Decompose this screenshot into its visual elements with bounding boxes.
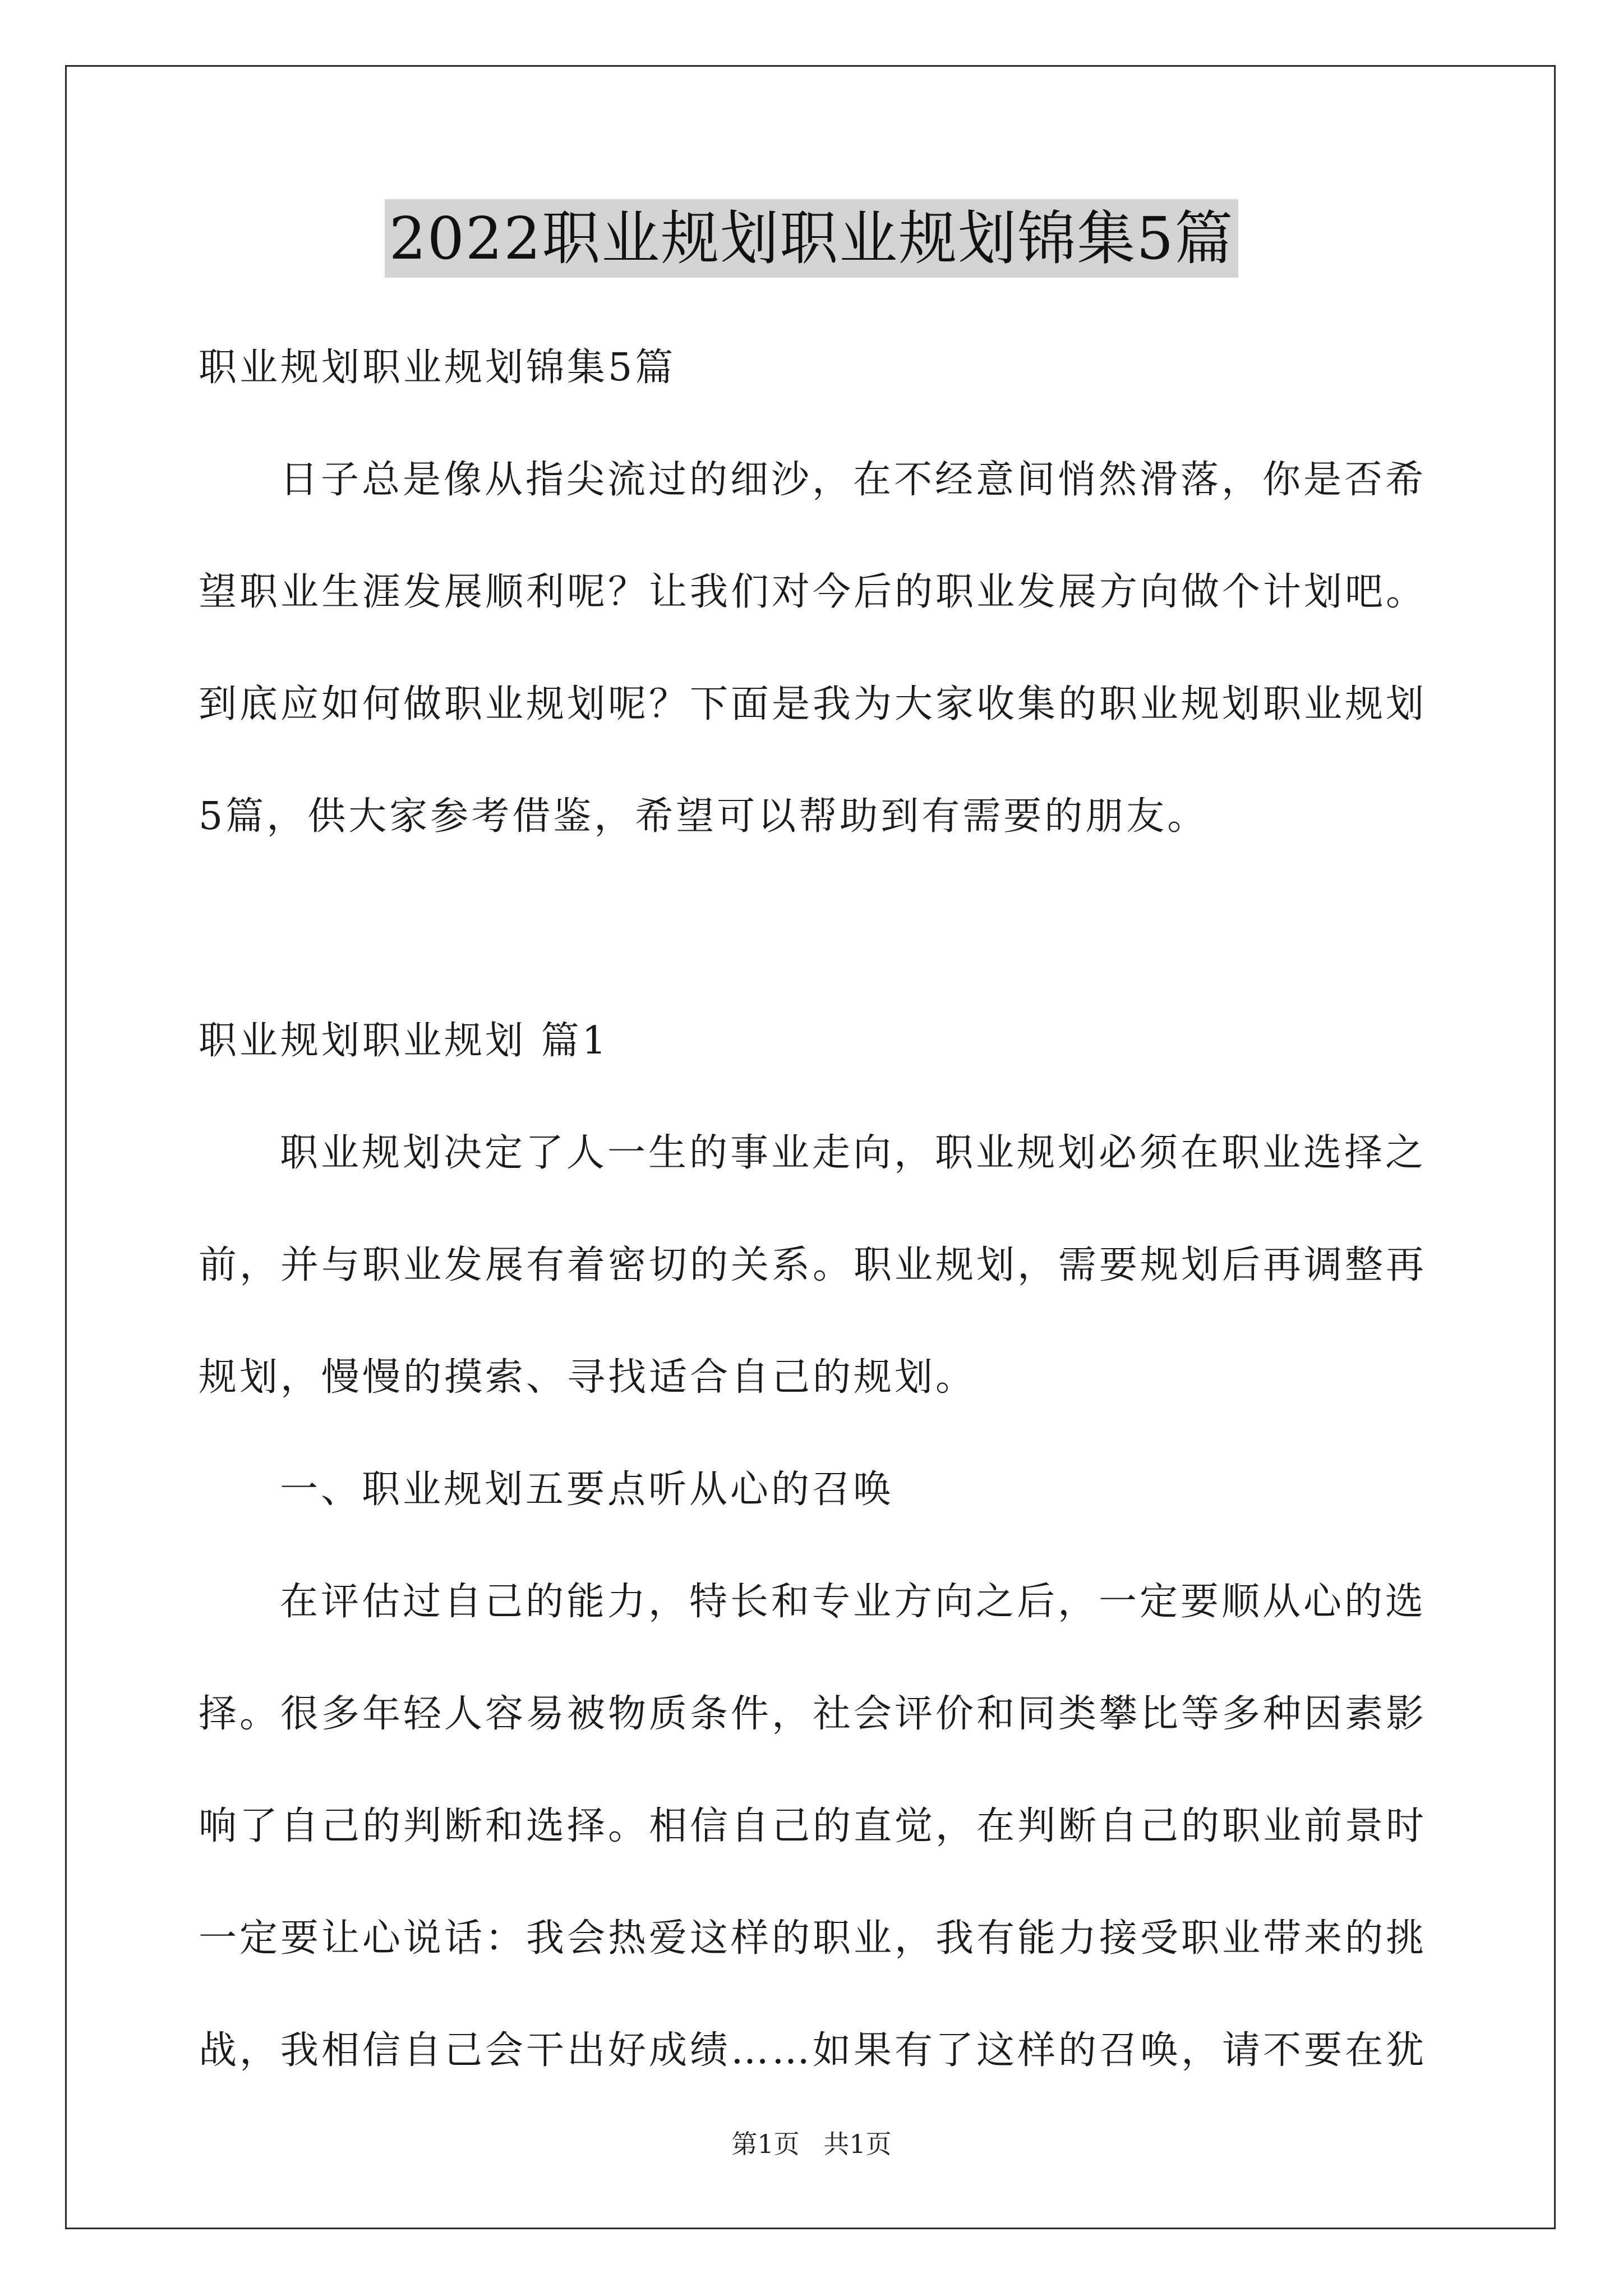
paragraph-line: 在评估过自己的能力，特长和专业方向之后，一定要顺从心的选	[280, 1580, 1427, 1624]
paragraph-line: 规划，慢慢的摸索、寻找适合自己的规划。	[199, 1355, 977, 1400]
paragraph-line: 一定要让心说话：我会热爱这样的职业，我有能力接受职业带来的挑	[199, 1916, 1427, 1961]
document-subtitle: 职业规划职业规划锦集5篇	[199, 346, 676, 390]
paragraph-gap	[199, 873, 1427, 985]
paragraph-line: 职业规划决定了人一生的事业走向，职业规划必须在职业选择之	[280, 1131, 1427, 1175]
paragraph-line: 战，我相信自己会干出好成绩……如果有了这样的召唤，请不要在犹	[199, 2028, 1427, 2073]
paragraph-line: 择。很多年轻人容易被物质条件，社会评价和同类攀比等多种因素影	[199, 1692, 1427, 1736]
point-heading: 一、职业规划五要点听从心的召唤	[280, 1467, 895, 1512]
title-container	[0, 199, 1623, 278]
document-body	[199, 312, 1427, 2107]
intro-line: 到底应如何做职业规划呢？下面是我为大家收集的职业规划职业规划	[199, 682, 1427, 726]
intro-line: 望职业生涯发展顺利呢？让我们对今后的职业发展方向做个计划吧。	[199, 570, 1427, 614]
section-heading: 职业规划职业规划 篇1	[199, 1019, 609, 1063]
paragraph-line: 前，并与职业发展有着密切的关系。职业规划，需要规划后再调整再	[199, 1243, 1427, 1287]
page-number: 第1页	[731, 2129, 800, 2159]
page-footer	[0, 2127, 1623, 2161]
intro-line: 日子总是像从指尖流过的细沙，在不经意间悄然滑落，你是否希	[280, 458, 1427, 502]
document-title: 2022职业规划职业规划锦集5篇	[385, 199, 1239, 278]
paragraph-line: 响了自己的判断和选择。相信自己的直觉，在判断自己的职业前景时	[199, 1804, 1427, 1848]
intro-line: 5篇，供大家参考借鉴，希望可以帮助到有需要的朋友。	[199, 794, 1209, 839]
page-total: 共1页	[823, 2129, 892, 2159]
